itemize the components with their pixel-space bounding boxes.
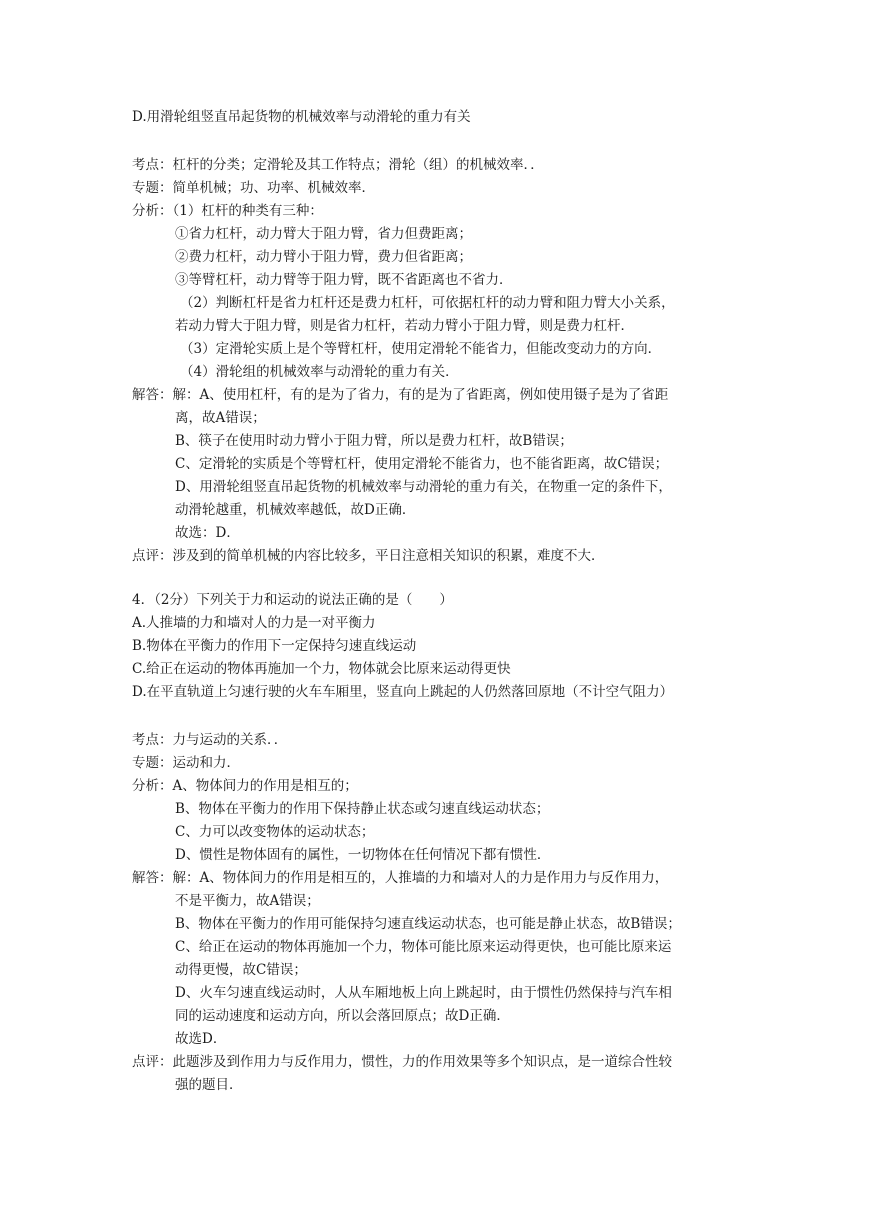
q3-dianping: 点评：涉及到的简单机械的内容比较多，平日注意相关知识的积累，难度不大．	[132, 548, 605, 564]
q4-fenxi-line: B、物体在平衡力的作用下保持静止状态或匀速直线运动状态；	[175, 801, 550, 817]
q4-jieda-line: 故选D．	[175, 1031, 227, 1047]
q3-fenxi-line: ①省力杠杆，动力臂大于阻力臂，省力但费距离；	[175, 226, 472, 242]
q4-jieda-line: 动得更慢，故C错误；	[175, 962, 307, 978]
q3-fenxi-line: 若动力臂大于阻力臂，则是省力杠杆，若动力臂小于阻力臂，则是费力杠杆．	[175, 318, 634, 334]
q4-dianping-line: 点评：此题涉及到作用力与反作用力，惯性，力的作用效果等多个知识点，是一道综合性较	[132, 1054, 672, 1070]
q4-kaodian: 考点：力与运动的关系．．	[132, 732, 288, 748]
q4-option: A.人推墙的力和墙对人的力是一对平衡力	[132, 615, 376, 631]
q4-zhuanti: 专题：运动和力．	[132, 755, 240, 771]
q3-option-d: D.用滑轮组竖直吊起货物的机械效率与动滑轮的重力有关	[132, 109, 471, 125]
q4-fenxi-line: D、惯性是物体固有的属性，一切物体在任何情况下都有惯性．	[175, 847, 551, 863]
q4-stem: 4．（2分）下列关于力和运动的说法正确的是（ ）	[132, 592, 453, 608]
q3-jieda-line: 解答：解：A、使用杠杆，有的是为了省力，有的是为了省距离，例如使用镊子是为了省距	[132, 387, 669, 403]
q3-jieda-line: C、定滑轮的实质是个等臂杠杆，使用定滑轮不能省力，也不能省距离，故C错误；	[175, 456, 669, 472]
q3-jieda-line: D、用滑轮组竖直吊起货物的机械效率与动滑轮的重力有关，在物重一定的条件下，	[175, 479, 672, 495]
q3-jieda-line: B、筷子在使用时动力臂小于阻力臂，所以是费力杠杆，故B错误；	[175, 433, 573, 449]
q3-jieda-line: 故选：D．	[175, 525, 240, 541]
q3-fenxi-line: ②费力杠杆，动力臂小于阻力臂，费力但省距离；	[175, 249, 472, 265]
q4-option: D.在平直轨道上匀速行驶的火车车厢里，竖直向上跳起的人仍然落回原地（不计空气阻力）	[132, 684, 674, 700]
q4-jieda-line: B、物体在平衡力的作用可能保持匀速直线运动状态，也可能是静止状态，故B错误；	[175, 916, 681, 932]
q3-fenxi-line: ③等臂杠杆，动力臂等于阻力臂，既不省距离也不省力．	[175, 272, 513, 288]
q3-fenxi-line: （3）定滑轮实质上是个等臂杠杆，使用定滑轮不能省力，但能改变动力的方向．	[180, 341, 662, 357]
q4-jieda-line: 不是平衡力，故A错误；	[175, 893, 320, 909]
q4-fenxi-line: 分析：A、物体间力的作用是相互的；	[132, 778, 358, 794]
q4-jieda-line: C、给正在运动的物体再施加一个力，物体可能比原来运动得更快，也可能比原来运	[175, 939, 672, 955]
q4-dianping-line: 强的题目．	[175, 1077, 243, 1093]
q3-jieda-line: 离，故A错误；	[175, 410, 266, 426]
q3-jieda-line: 动滑轮越重，机械效率越低，故D正确．	[175, 502, 416, 518]
q3-fenxi-line: （4）滑轮组的机械效率与动滑轮的重力有关．	[180, 364, 459, 380]
q3-fenxi-line: 分析：（1）杠杆的种类有三种：	[132, 203, 323, 219]
q3-kaodian: 考点：杠杆的分类；定滑轮及其工作特点；滑轮（组）的机械效率．．	[132, 157, 544, 173]
q3-zhuanti: 专题：简单机械；功、功率、机械效率．	[132, 180, 375, 196]
q4-option: B.物体在平衡力的作用下一定保持匀速直线运动	[132, 638, 417, 654]
q3-fenxi-line: （2）判断杠杆是省力杠杆还是费力杠杆，可依据杠杆的动力臂和阻力臂大小关系，	[180, 295, 675, 311]
q4-jieda-line: D、火车匀速直线运动时，人从车厢地板上向上跳起时，由于惯性仍然保持与汽车相	[175, 985, 672, 1001]
q4-jieda-line: 解答：解：A、物体间力的作用是相互的，人推墙的力和墙对人的力是作用力与反作用力，	[132, 870, 669, 886]
q4-fenxi-line: C、力可以改变物体的运动状态；	[175, 824, 375, 840]
q4-option: C.给正在运动的物体再施加一个力，物体就会比原来运动得更快	[132, 661, 511, 677]
q4-jieda-line: 同的运动速度和运动方向，所以会落回原点；故D正确．	[175, 1008, 510, 1024]
